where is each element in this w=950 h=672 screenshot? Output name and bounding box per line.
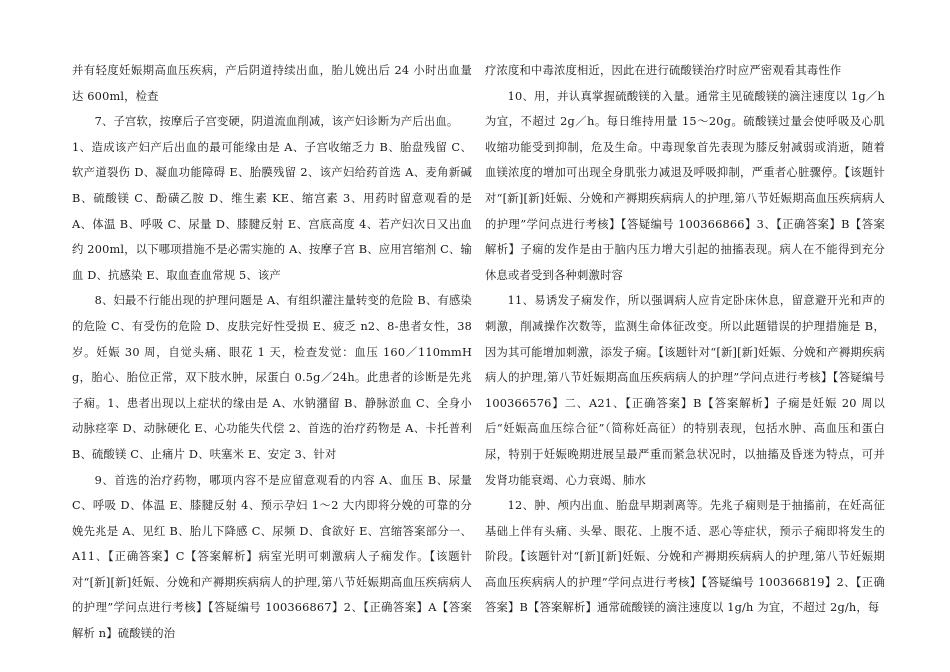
- paragraph: 7、子宫软，按摩后子宫变硬，阴道流血削减，该产妇诊断为产后出血。: [94, 115, 459, 129]
- paragraph: 10、用，并认真掌握硫酸镁的入量。通常主见硫酸镁的滴注速度以 1g／h 为宜，不超过 2g／h。每日维持用量 15～20g。硫酸镁过量会使呼吸及心肌收缩功能受到抑制，危及生命。中毒现象首先表现为膝反射减弱或消逝，随着血镁浓度的增加可出现全身肌张力减退及呼吸抑制，严重者心脏骤停。【该题针对“[新][新]妊娠、分娩和产褥期疾病病人的护理,第八节妊娠期高血压疾病病人的护理”学问点进行考核】【答疑编号 100366866】3、【正确答案】B【答案解析】子痫的发作是由于脑内压力增大引起的抽搐表现。病人在不能得到充分休息或者受到各种刺激时容: [485, 89, 885, 282]
- left-column: [72, 58, 472, 647]
- paragraph: 1、造成该产妇产后出血的最可能缘由是 A、子宫收缩乏力 B、胎盘残留 C、软产道裂伤 D、凝血功能障碍 E、胎膜残留 2、该产妇给药首选 A、麦角新碱 B、硫酸镁 C、酚磺乙胺 D、维生素 KE、缩宫素 3、用药时留意观看的是 A、体温 B、呼吸 C、尿量 D、膝腱反射 E、宫底高度 4、若产妇次日又出血约 200ml，以下哪项措施不是必需实施的 A、按摩子宫 B、应用宫缩剂 C、输血 D、抗感染 E、取血查血常规 5、该产: [72, 140, 472, 282]
- paragraph: 9、首选的治疗药物，哪项内容不是应留意观看的内容 A、血压 B、尿量 C、呼吸 D、体温 E、膝腱反射 4、预示孕妇 1～2 大内即将分娩的可靠的分娩先兆是 A、见红 B、胎儿下降感 C、尿频 D、食欲好 E、宫缩答案部分一、A11、【正确答案】C【答案解析】病室光明可刺激病人子痫发作。【该题针对“[新][新]妊娠、分娩和产褥期疾病病人的护理,第八节妊娠期高血压疾病病人的护理”学问点进行考核】【答疑编号 100366867】2、【正确答案】A【答案解析 n】硫酸镁的治: [72, 473, 472, 641]
- paragraph: 8、妇最不行能出现的护理问题是 A、有组织灌注量转变的危险 B、有感染的危险 C、有受伤的危险 D、皮肤完好性受损 E、疲乏 n2、8-患者女性，38 岁。妊娠 30 周，自觉头痛、眼花 1 天，检查发觉：血压 160／110mmHg，胎心、胎位正常，双下肢水肿，尿蛋白 0.5g／24h。此患者的诊断是先兆子痫。1、患者出现以上症状的缘由是 A、水钠潴留 B、静脉淤血 C、全身小动脉痉挛 D、动脉硬化 E、心功能失代偿 2、首选的治疗药物是 A、卡托普利 B、硫酸镁 C、止痛片 D、呋塞米 E、安定 3、针对: [72, 294, 472, 461]
- paragraph: 12、肿、颅内出血、胎盘早期剥离等。先兆子痫则是于抽搐前，在妊高征基础上伴有头痛、头晕、眼花、上腹不适、恶心等症状，预示子痫即将发生的阶段。【该题针对“[新][新]妊娠、分娩和产褥期疾病病人的护理,第八节妊娠期高血压疾病病人的护理”学问点进行考核】【答疑编号 100366819】2、【正确答案】B【答案解析】通常硫酸镁的滴注速度以 1g/h 为宜，不超过 2g/h，每: [485, 499, 885, 615]
- paragraph: 疗浓度和中毒浓度相近，因此在进行硫酸镁治疗时应严密观看其毒性作: [485, 64, 842, 77]
- paragraph: 11、易诱发子痫发作，所以强调病人应肯定卧床休息，留意避开光和声的刺激，削减操作次数等，监测生命体征改变。所以此题错误的护理措施是 B，因为其可能增加刺激，添发子痫。【该题针对“[新][新]妊娠、分娩和产褥期疾病病人的护理,第八节妊娠期高血压疾病病人的护理”学问点进行考核】【答疑编号 100366576】二、A21、【正确答案】B【答案解析】子痫是妊娠 20 周以后“妊娠高血压综合征”（简称妊高征）的特别表现，包括水肿、高血压和蛋白尿，特别于妊娠晚期进展呈最严重而紧急状况时，以抽搐及昏迷为特点，可并发肾功能衰竭、心力衰竭、肺水: [485, 294, 885, 487]
- paragraph: 并有轻度妊娠期高血压疾病，产后阴道持续出血，胎儿娩出后 24 小时出血量达 600ml，检查: [72, 64, 472, 103]
- right-column: [485, 58, 885, 621]
